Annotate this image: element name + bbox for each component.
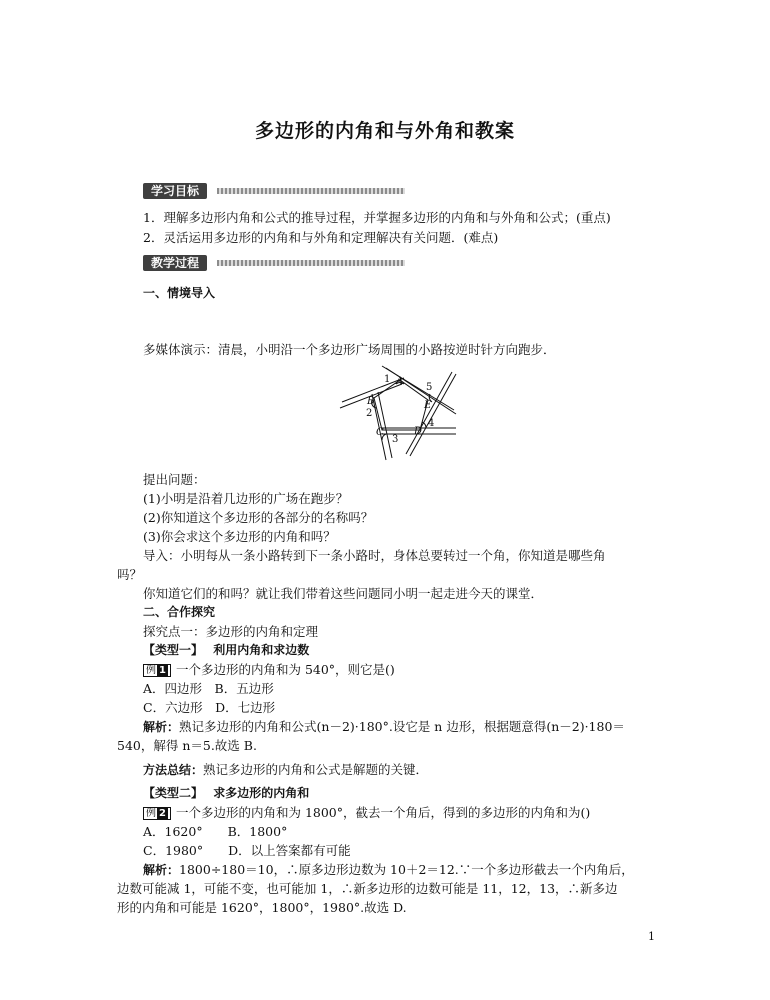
angle-2: 2 [366, 408, 373, 419]
page-title: 多边形的内角和与外角和教案 [254, 120, 515, 142]
goal-1: 1．理解多边形内角和公式的推导过程，并掌握多边形的内角和与外角和公式；(重点) [143, 210, 611, 225]
example-2-options-c-d: C．1980° D．以上答案都有可能 [143, 843, 351, 858]
question-3: (3)你会求这个多边形的内角和吗？ [143, 529, 336, 544]
angle-3: 3 [392, 434, 399, 445]
questions-intro: 提出问题： [143, 472, 206, 487]
lead-line-1: 导入：小明每从一条小路转到下一条小路时，身体总要转过一个角，你知道是哪些角 [143, 548, 606, 563]
question-2: (2)你知道这个多边形的各部分的名称吗？ [143, 510, 374, 525]
vertex-d: D [414, 426, 423, 437]
example-2-question [143, 803, 590, 821]
section-label-process: 教学过程 [143, 255, 207, 271]
example-badge-1: 例 1 [143, 664, 171, 677]
example-2-text: 一个多边形的内角和为 1800°，截去一个角后，得到的多边形的内角和为() [175, 805, 591, 820]
example-2-analysis-line-3: 形的内角和可能是 1620°，1800°，1980°.故选 D. [117, 900, 407, 915]
angle-4: 4 [428, 418, 435, 429]
example-2-analysis-line-1: 解析：1800÷180＝10，∴原多边形边数为 10＋2＝12.∵一个多边形截去一个内角后， [143, 862, 634, 877]
angle-5: 5 [426, 382, 433, 393]
analysis-label: 解析： [143, 863, 180, 877]
dotted-rule [217, 260, 405, 266]
section-banner-process [143, 255, 405, 271]
angle-1: 1 [384, 374, 391, 385]
vertex-e: E [424, 400, 432, 411]
example-1-question [143, 660, 395, 678]
pentagon-path-figure [338, 364, 458, 462]
example-2-options-a-b: A．1620° B．1800° [143, 824, 288, 839]
pentagon-square [374, 380, 428, 430]
example-1-analysis-line-1: 解析：熟记多边形的内角和公式(n－2)·180°.设它是 n 边形，根据题意得(n－2)·180＝ [143, 719, 625, 734]
vertex-b: B [367, 396, 375, 407]
example-1-options-c-d: C．六边形 D．七边形 [143, 700, 276, 715]
method-summary-1: 方法总结：熟记多边形的内角和公式是解题的关键． [143, 762, 429, 777]
media-description: 多媒体演示：清晨，小明沿一个多边形广场周围的小路按逆时针方向跑步． [143, 342, 556, 357]
dotted-rule [217, 188, 405, 194]
method-summary-label: 方法总结： [143, 763, 204, 777]
type1-label: 【类型一】 [143, 643, 204, 657]
section-banner-goals [143, 183, 405, 199]
vertex-a: A [396, 376, 404, 387]
inquiry-point-1: 探究点一：多边形的内角和定理 [143, 624, 319, 639]
type2-label: 【类型二】 [143, 786, 204, 800]
example-2-analysis-line-2: 边数可能减 1，可能不变，也可能加 1，∴新多边形的边数可能是 11，12，13，∴新多边 [117, 881, 618, 896]
lead-line-3: 你知道它们的和吗？就让我们带着这些问题同小明一起走进今天的课堂． [143, 586, 544, 601]
lead-line-2: 吗？ [117, 567, 143, 582]
type2-title: 求多边形的内角和 [213, 786, 310, 800]
section-label-goals: 学习目标 [143, 183, 207, 199]
type1-heading [143, 641, 309, 658]
example-1-text: 一个多边形的内角和为 540°，则它是() [175, 662, 395, 677]
example-1-analysis-line-2: 540，解得 n＝5.故选 B. [117, 738, 257, 753]
type2-heading [143, 784, 309, 801]
question-1: (1)小明是沿着几边形的广场在跑步？ [143, 491, 349, 506]
example-badge-2: 例 2 [143, 807, 171, 820]
type1-title: 利用内角和求边数 [213, 643, 310, 657]
analysis-label: 解析： [143, 720, 180, 734]
example-1-options-a-b: A．四边形 B．五边形 [143, 681, 274, 696]
vertex-c: C [376, 427, 384, 438]
part2-heading: 二、合作探究 [143, 605, 216, 619]
page-number: 1 [648, 930, 655, 943]
part1-heading: 一、情境导入 [143, 286, 216, 300]
goal-2: 2．灵活运用多边形的内角和与外角和定理解决有关问题．(难点) [143, 230, 499, 245]
